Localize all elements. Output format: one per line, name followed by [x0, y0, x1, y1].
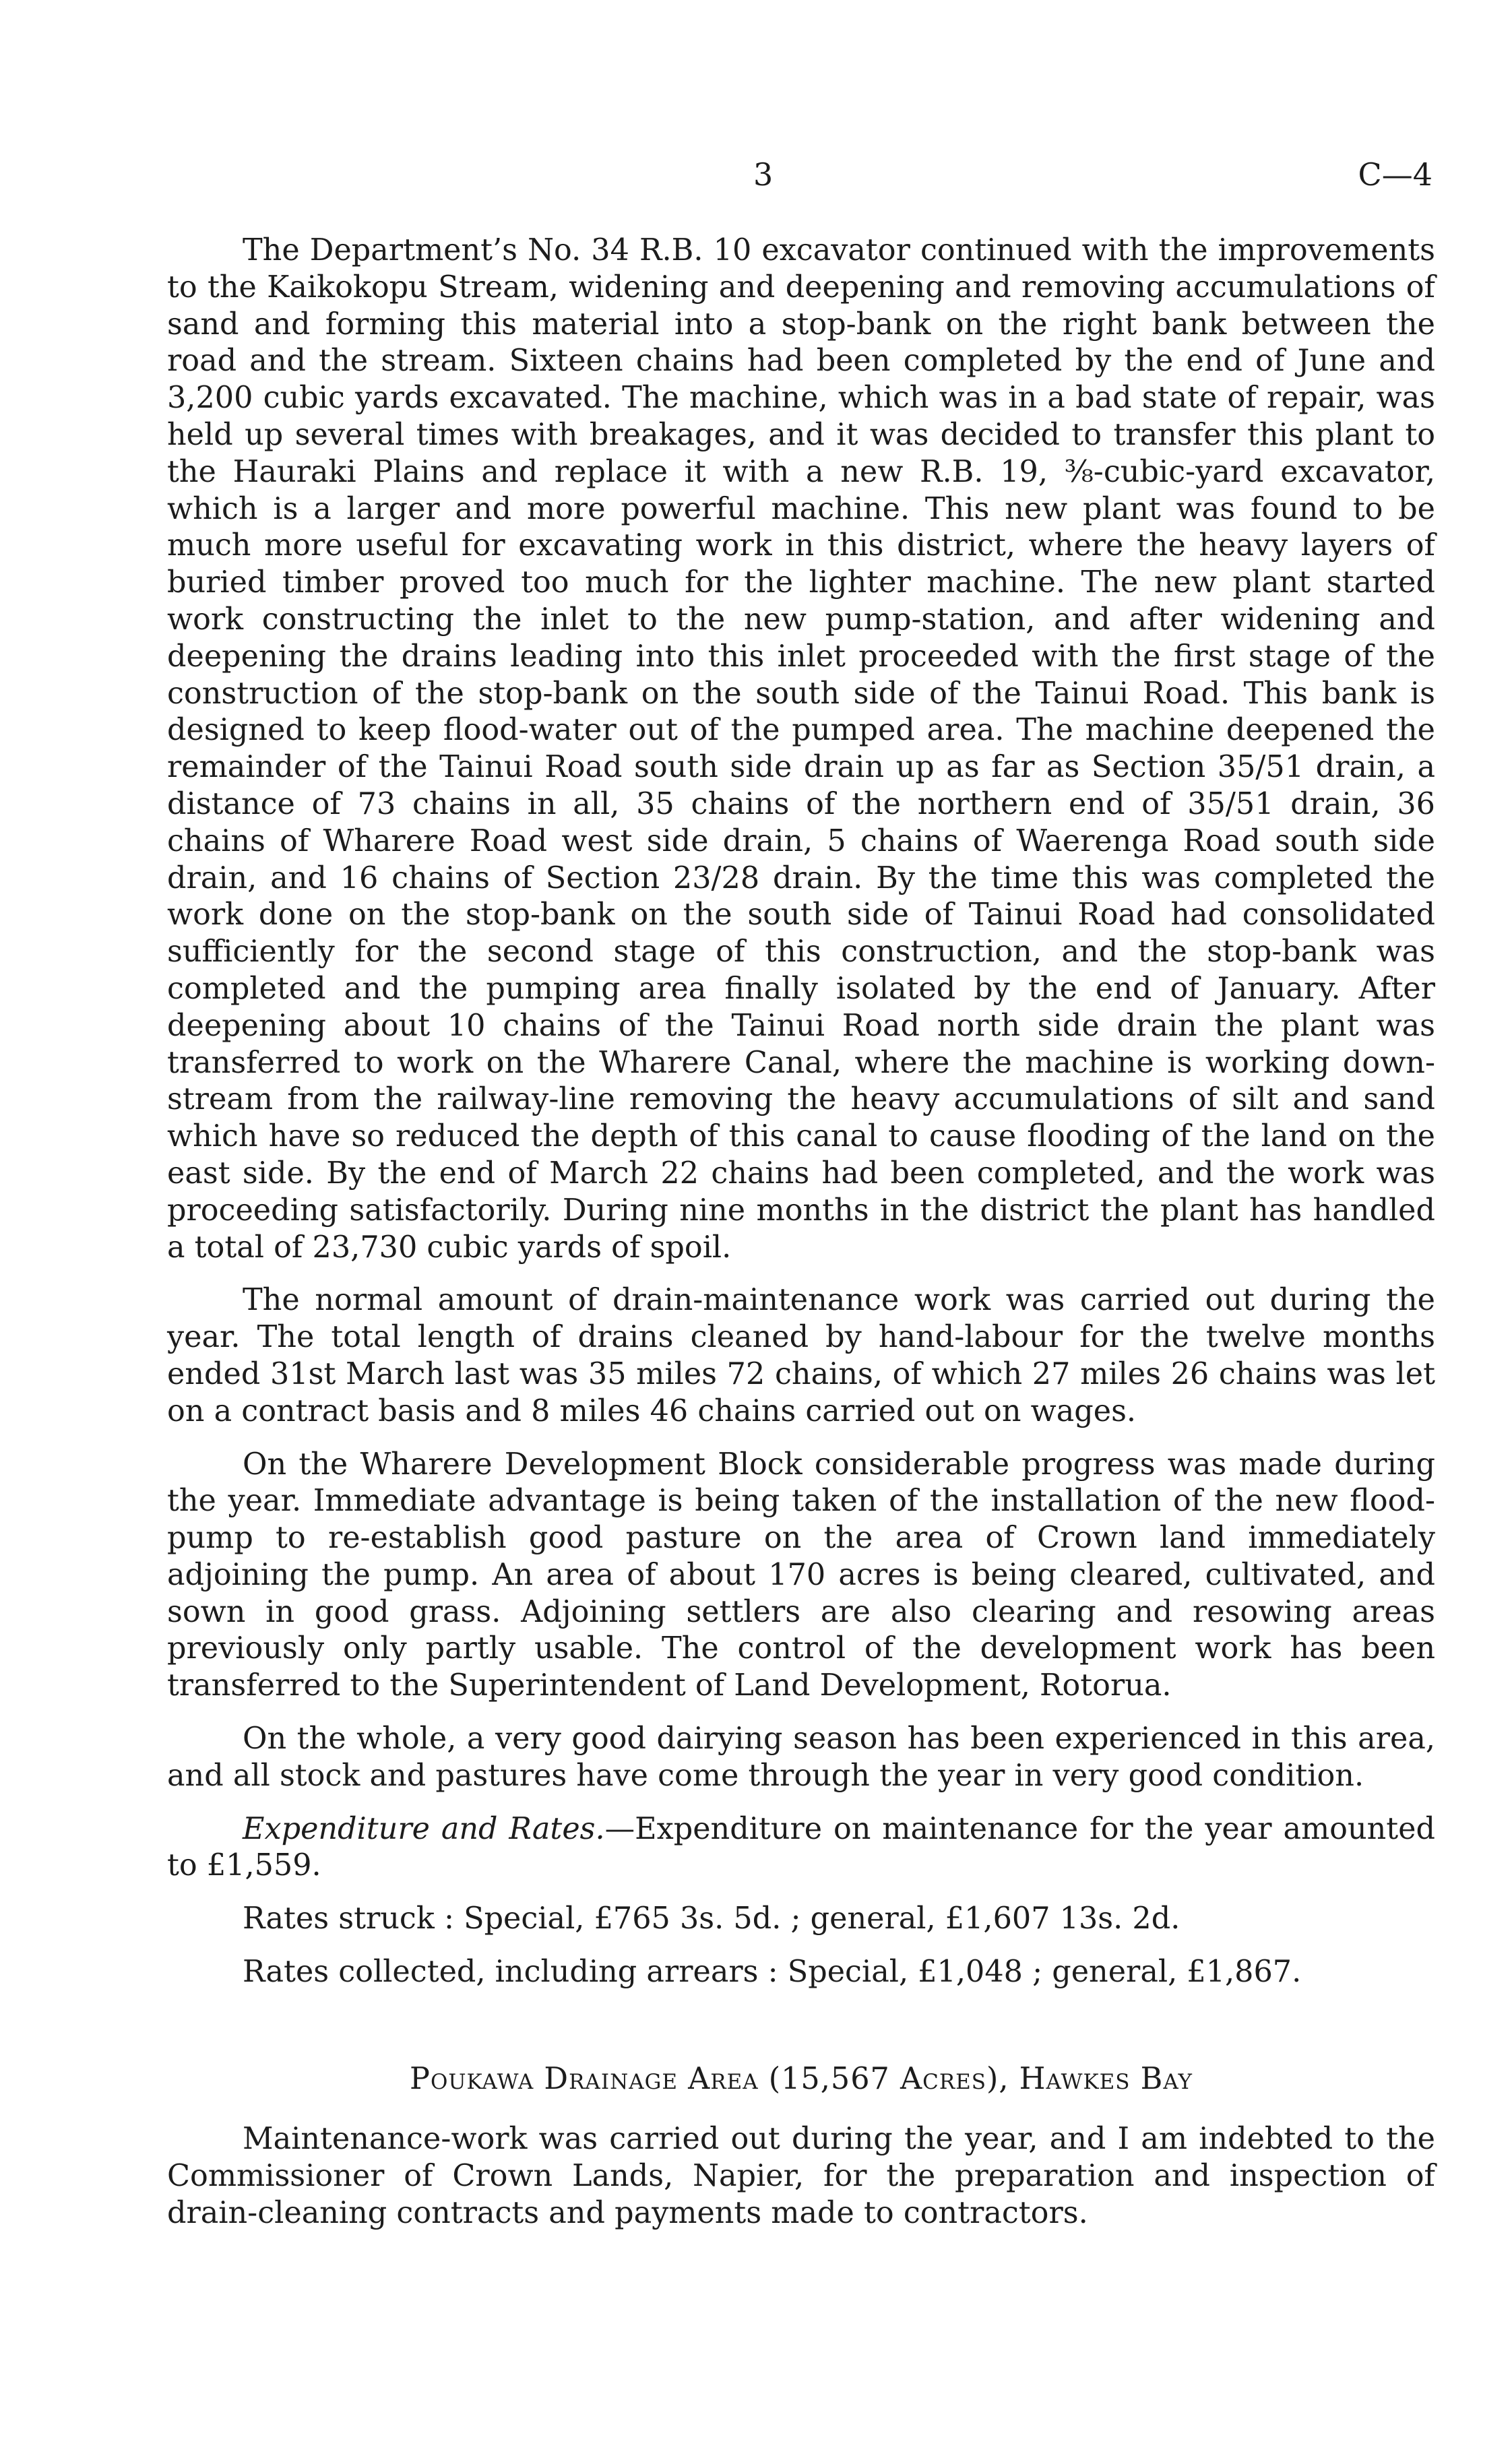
main-text: [167, 232, 1435, 2007]
expenditure-label: Expenditure and Rates.: [243, 1811, 605, 1846]
paragraph-dairying-season: On the whole, a very good dairying season has been experienced in this area, and all stock and pastures have come through the year in very good condition.: [167, 1722, 1435, 1793]
paragraph-excavator: The Department’s No. 34 R.B. 10 excavator continued with the improvements to the Kaikokopu Stream, widening and deepening and removing accumulations of sand and forming this material into a stop-bank on the right bank between the road and the stream. Sixteen chains had been completed by the end of June and 3,200 cubic yards excavated. The machine, which was in a bad state of repair, was held up several times with breakages, and it was decided to transfer this plant to the Hauraki Plains and replace it with a new R.B. 19, ⅜-cubic-yard excavator, which is a larger and more powerful machine. This new plant was found to be much more useful for excavating work in this district, where the heavy layers of buried timber proved too much for the lighter machine. The new plant started work constructing the inlet to the new pump-station, and after widening and deepening the drains leading into this inlet proceeded with the first stage of the construction of the stop-bank on the south side of the Tainui Road. This bank is designed to keep flood-water out of the pumped area. The machine deepened the remainder of the Tainui Road south side drain up as far as Section 35/51 drain, a distance of 73 chains in all, 35 chains of the northern end of 35/51 drain, 36 chains of Wharere Road west side drain, 5 chains of Waerenga Road south side drain, and 16 chains of Section 23/28 drain. By the time this was completed the work done on the stop-bank on the south side of Tainui Road had consolidated sufficiently for the second stage of this construction, and the stop-bank was completed and the pumping area finally isolated by the end of January. After deepening about 10 chains of the Tainui Road north side drain the plant was transferred to work on the Wharere Canal, where the machine is working down-stream from the railway-line removing the heavy accumulations of silt and sand which have so reduced the depth of this canal to cause flooding of the land on the east side. By the end of March 22 chains had been completed, and the work was proceeding satisfactorily. During nine months in the district the plant has handled a total of 23,730 cubic yards of spoil.: [167, 233, 1435, 1265]
section-body: [167, 2121, 1435, 2232]
expenditure-text: —Expenditure on maintenance for the year amounted to £1,559.: [167, 1811, 1435, 1883]
paragraph-expenditure: [167, 1811, 1435, 1885]
page-number: 3: [753, 156, 774, 193]
paragraph-drain-maintenance: The normal amount of drain-maintenance work was carried out during the year. The total length of drains cleaned by hand-labour for the twelve months ended 31st March last was 35 miles 72 chains, of which 27 miles 26 chains was let on a contract basis and 8 miles 46 chains carried out on wages.: [167, 1283, 1435, 1428]
paragraph-poukawa: Maintenance-work was carried out during the year, and I am indebted to the Commissioner of Crown Lands, Napier, for the preparation and inspection of drain-cleaning contracts and payments made to contractors.: [167, 2122, 1435, 2230]
rates-collected: Rates collected, including arrears : Special, £1,048 ; general, £1,867.: [243, 1955, 1302, 1990]
paragraph-development-block: On the Wharere Development Block considerable progress was made during the year. Immediate advantage is being taken of the installation of the new flood-pump to re-establish good pasture on the area of Crown land immediately adjoining the pump. An area of about 170 acres is being cleared, cultivated, and sown in good grass. Adjoining settlers are also clearing and resowing areas previously only partly usable. The control of the development work has been transferred to the Superintendent of Land Development, Rotorua.: [167, 1447, 1435, 1703]
document-reference: C—4: [1358, 156, 1432, 193]
rates-struck: Rates struck : Special, £765 3s. 5d. ; general, £1,607 13s. 2d.: [243, 1901, 1180, 1936]
page-header: [0, 156, 1512, 203]
section-heading: Poukawa Drainage Area (15,567 Acres), Hawkes Bay: [410, 2062, 1193, 2096]
